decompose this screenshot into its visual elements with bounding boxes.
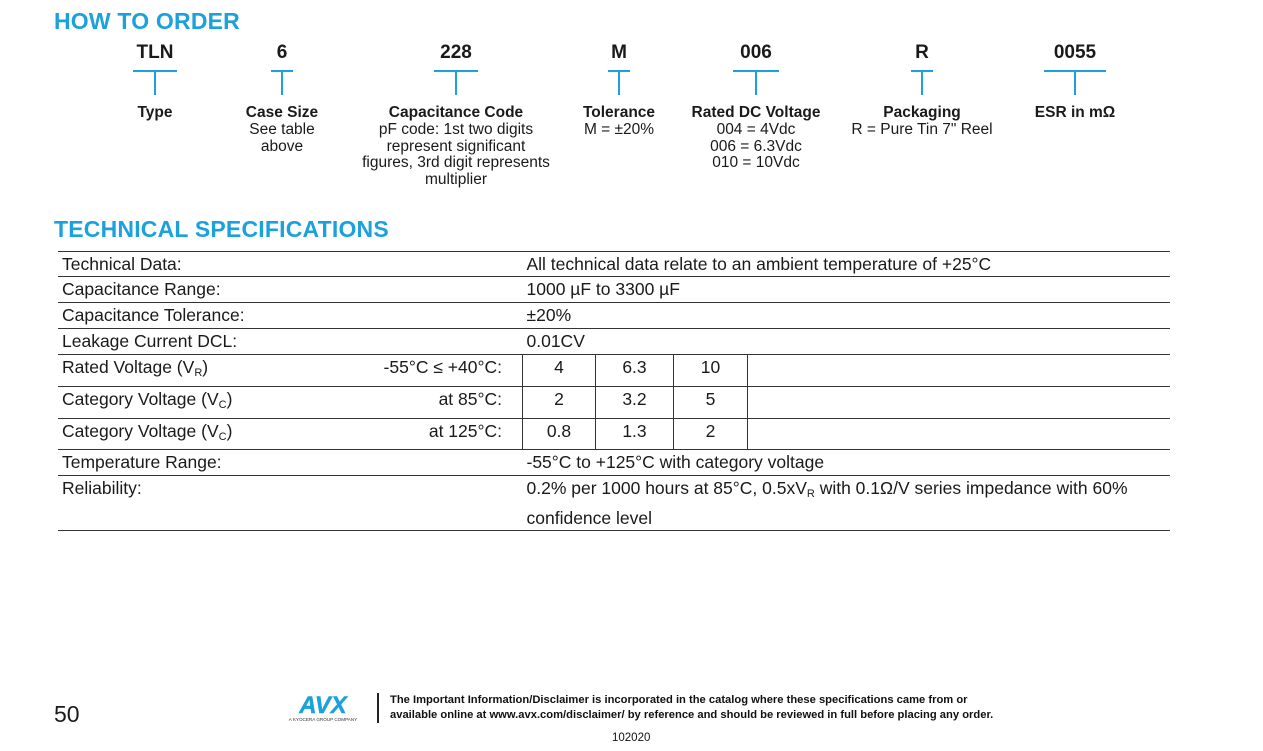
spec-label: Technical Data: (62, 254, 182, 274)
order-label: Capacitance Code (388, 104, 524, 121)
spec-condition: at 125°C: (428, 421, 502, 441)
order-marker (271, 66, 293, 98)
spec-cell: 2 (523, 387, 596, 419)
spec-value: 1000 µF to 3300 µF (526, 279, 680, 299)
order-col-capacitance-code (362, 40, 550, 188)
spec-cell: 0.8 (523, 419, 596, 450)
spec-label: Category Voltage $(V_C)$ (62, 389, 233, 411)
spec-label: Leakage Current DCL: (62, 331, 238, 351)
order-marker (911, 66, 933, 98)
order-desc: 004 = 4Vdc 006 = 6.3Vdc 010 = 10Vdc (710, 121, 802, 171)
order-marker (1044, 66, 1106, 98)
table-row (58, 303, 1170, 329)
spec-value: -55°C to +125°C with category voltage (526, 452, 825, 472)
table-row (58, 277, 1170, 303)
footer-divider (377, 693, 379, 723)
order-marker (608, 66, 630, 98)
spec-value: All technical data relate to an ambient temperature of +25°C (526, 254, 992, 274)
order-marker (733, 66, 779, 98)
order-desc: pF code: 1st two digits represent significant figures, 3rd digit represents multiplier (362, 121, 550, 188)
order-col-rated-dc-voltage (691, 40, 821, 171)
spec-cell: 10 (674, 355, 748, 387)
order-code: M (611, 42, 627, 63)
table-row (58, 450, 1170, 476)
order-code: R (915, 42, 929, 63)
order-label: Type (137, 104, 173, 121)
spec-condition: at 85°C: (438, 389, 502, 409)
logo-tagline: A KYOCERA GROUP COMPANY (288, 717, 358, 722)
spec-condition: -55°C ≤ +40°C: (383, 357, 502, 377)
order-desc: See table above (249, 121, 315, 155)
order-code: 006 (740, 42, 772, 63)
spec-label: Reliability: (62, 478, 142, 498)
specifications-table (58, 251, 1170, 531)
spec-label: Category Voltage $(V_C)$ (62, 421, 233, 443)
spec-label: Temperature Range: (62, 452, 222, 472)
spec-cell: 4 (523, 355, 596, 387)
order-marker (434, 66, 478, 98)
spec-label: Capacitance Range: (62, 279, 221, 299)
table-row (58, 476, 1170, 531)
technical-specifications-title: TECHNICAL SPECIFICATIONS (54, 216, 389, 242)
order-label: Case Size (245, 104, 319, 121)
spec-cell: 5 (674, 387, 748, 419)
order-label: Rated DC Voltage (691, 104, 821, 121)
spec-cell: 1.3 (596, 419, 674, 450)
order-label: ESR in mΩ (1034, 104, 1116, 121)
order-label: Packaging (883, 104, 961, 121)
order-code: 6 (276, 42, 288, 63)
order-desc: R = Pure Tin 7" Reel (851, 121, 993, 138)
order-marker (133, 66, 177, 98)
spec-value: 0.01CV (526, 331, 585, 351)
order-code: 228 (440, 42, 472, 63)
logo-text: AVX (299, 692, 347, 719)
table-row (58, 387, 1170, 419)
spec-label: Rated Voltage $(V_R)$ (62, 357, 209, 379)
spec-label: Capacitance Tolerance: (62, 305, 245, 325)
table-row (58, 252, 1170, 277)
how-to-order-title: HOW TO ORDER (54, 8, 240, 34)
order-col-case-size (245, 40, 319, 155)
spec-cell: 2 (674, 419, 748, 450)
table-row (58, 329, 1170, 355)
order-code: 0055 (1053, 42, 1097, 63)
order-col-packaging (851, 40, 993, 138)
order-col-type (133, 40, 177, 121)
document-code: 102020 (612, 732, 651, 744)
spec-value: 0.2% per 1000 hours at 85°C, $0.5xV_R$ with 0.1Ω/V series impedance with 60% confidence level (526, 478, 1128, 528)
table-row (58, 355, 1170, 387)
spec-value: ±20% (526, 305, 572, 325)
order-label: Tolerance (582, 104, 656, 121)
page-number: 50 (54, 701, 80, 727)
order-col-esr (1034, 40, 1116, 121)
spec-cell: 6.3 (596, 355, 674, 387)
order-code: TLN (136, 42, 174, 63)
avx-logo (287, 691, 359, 723)
order-desc: M = ±20% (583, 121, 655, 138)
order-col-tolerance (582, 40, 656, 138)
disclaimer-text: The Important Information/Disclaimer is incorporated in the catalog where these specifications came from or available online at www.avx.com/disclaimer/ by reference and should be reviewed in full before placing any order. (390, 694, 994, 721)
table-row (58, 419, 1170, 450)
spec-cell: 3.2 (596, 387, 674, 419)
